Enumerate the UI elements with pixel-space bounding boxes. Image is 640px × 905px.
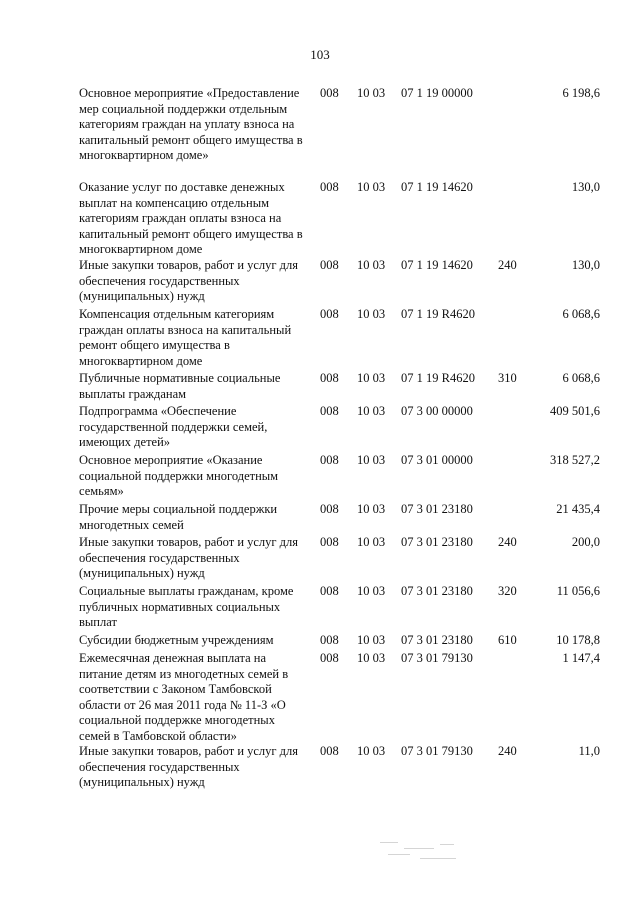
row-program-code: 07 1 19 14620 bbox=[401, 180, 473, 194]
row-expense-type-code: 240 bbox=[498, 744, 517, 758]
row-program-code: 07 1 19 14620 bbox=[401, 258, 473, 272]
row-section-code: 10 03 bbox=[357, 371, 386, 385]
row-program-code: 07 1 19 R4620 bbox=[401, 371, 475, 385]
row-name: Основное мероприятие «Предоставление мер социальной поддержки отдельным категориям граждан на уплату взноса на капитальный ремонт общего имущества в многоквартирном доме» bbox=[79, 86, 303, 162]
row-expense-type-code: 240 bbox=[498, 258, 517, 272]
row-section-code: 10 03 bbox=[357, 453, 386, 467]
row-sum: 10 178,8 bbox=[556, 633, 600, 647]
row-program-code: 07 3 01 79130 bbox=[401, 651, 473, 665]
row-section-code: 10 03 bbox=[357, 180, 386, 194]
row-section-code: 10 03 bbox=[357, 633, 386, 647]
row-name: Иные закупки товаров, работ и услуг для обеспечения государственных (муниципальных) нужд bbox=[79, 744, 299, 789]
row-sum: 11 056,6 bbox=[556, 584, 600, 598]
row-section-code: 10 03 bbox=[357, 502, 386, 516]
row-admin-code: 008 bbox=[320, 404, 339, 418]
row-admin-code: 008 bbox=[320, 744, 339, 758]
row-sum: 130,0 bbox=[571, 258, 600, 272]
row-admin-code: 008 bbox=[320, 584, 339, 598]
row-name: Иные закупки товаров, работ и услуг для обеспечения государственных (муниципальных) нужд bbox=[79, 535, 299, 580]
row-name: Оказание услуг по доставке денежных выплат на компенсацию отдельным категориям граждан оплаты взноса на капитальный ремонт общего имущества в многоквартирном доме bbox=[79, 180, 303, 256]
row-admin-code: 008 bbox=[320, 180, 339, 194]
row-admin-code: 008 bbox=[320, 535, 339, 549]
row-section-code: 10 03 bbox=[357, 258, 386, 272]
row-program-code: 07 3 01 00000 bbox=[401, 453, 473, 467]
row-program-code: 07 3 01 23180 bbox=[401, 502, 473, 516]
row-section-code: 10 03 bbox=[357, 651, 386, 665]
row-admin-code: 008 bbox=[320, 307, 339, 321]
row-section-code: 10 03 bbox=[357, 404, 386, 418]
row-name: Публичные нормативные социальные выплаты гражданам bbox=[79, 371, 281, 401]
row-admin-code: 008 bbox=[320, 371, 339, 385]
row-sum: 21 435,4 bbox=[556, 502, 600, 516]
row-sum: 6 068,6 bbox=[562, 307, 600, 321]
row-name: Основное мероприятие «Оказание социальной поддержки многодетным семьям» bbox=[79, 453, 279, 498]
row-sum: 200,0 bbox=[571, 535, 600, 549]
row-name: Субсидии бюджетным учреждениям bbox=[79, 633, 274, 647]
row-sum: 409 501,6 bbox=[550, 404, 600, 418]
row-section-code: 10 03 bbox=[357, 307, 386, 321]
row-program-code: 07 1 19 R4620 bbox=[401, 307, 475, 321]
row-sum: 1 147,4 bbox=[562, 651, 600, 665]
row-sum: 6 068,6 bbox=[562, 371, 600, 385]
row-section-code: 10 03 bbox=[357, 744, 386, 758]
page-number: 103 bbox=[310, 47, 330, 62]
row-expense-type-code: 240 bbox=[498, 535, 517, 549]
row-admin-code: 008 bbox=[320, 633, 339, 647]
row-admin-code: 008 bbox=[320, 86, 339, 100]
row-program-code: 07 3 01 23180 bbox=[401, 633, 473, 647]
scan-artifact bbox=[380, 838, 480, 864]
row-sum: 318 527,2 bbox=[550, 453, 600, 467]
row-expense-type-code: 610 bbox=[498, 633, 517, 647]
row-program-code: 07 1 19 00000 bbox=[401, 86, 473, 100]
row-admin-code: 008 bbox=[320, 453, 339, 467]
row-admin-code: 008 bbox=[320, 651, 339, 665]
row-sum: 130,0 bbox=[571, 180, 600, 194]
row-name: Социальные выплаты гражданам, кроме публичных нормативных социальных выплат bbox=[79, 584, 294, 629]
row-expense-type-code: 320 bbox=[498, 584, 517, 598]
row-name: Иные закупки товаров, работ и услуг для обеспечения государственных (муниципальных) нужд bbox=[79, 258, 299, 303]
row-section-code: 10 03 bbox=[357, 535, 386, 549]
row-admin-code: 008 bbox=[320, 502, 339, 516]
row-sum: 6 198,6 bbox=[562, 86, 600, 100]
row-name: Подпрограмма «Обеспечение государственной поддержки семей, имеющих детей» bbox=[79, 404, 268, 449]
row-name: Компенсация отдельным категориям граждан оплаты взноса на капитальный ремонт общего имущества в многоквартирном доме bbox=[79, 307, 292, 368]
row-program-code: 07 3 00 00000 bbox=[401, 404, 473, 418]
row-program-code: 07 3 01 23180 bbox=[401, 584, 473, 598]
row-sum: 11,0 bbox=[578, 744, 600, 758]
row-program-code: 07 3 01 79130 bbox=[401, 744, 473, 758]
row-admin-code: 008 bbox=[320, 258, 339, 272]
row-section-code: 10 03 bbox=[357, 584, 386, 598]
row-program-code: 07 3 01 23180 bbox=[401, 535, 473, 549]
row-expense-type-code: 310 bbox=[498, 371, 517, 385]
row-name: Прочие меры социальной поддержки многодетных семей bbox=[79, 502, 278, 532]
row-name: Ежемесячная денежная выплата на питание детям из многодетных семей в соответствии с Законом Тамбовской области от 26 мая 2011 года № 11-З «О социальной поддержке многодетных семей в Тамбовской области» bbox=[79, 651, 289, 743]
row-section-code: 10 03 bbox=[357, 86, 386, 100]
